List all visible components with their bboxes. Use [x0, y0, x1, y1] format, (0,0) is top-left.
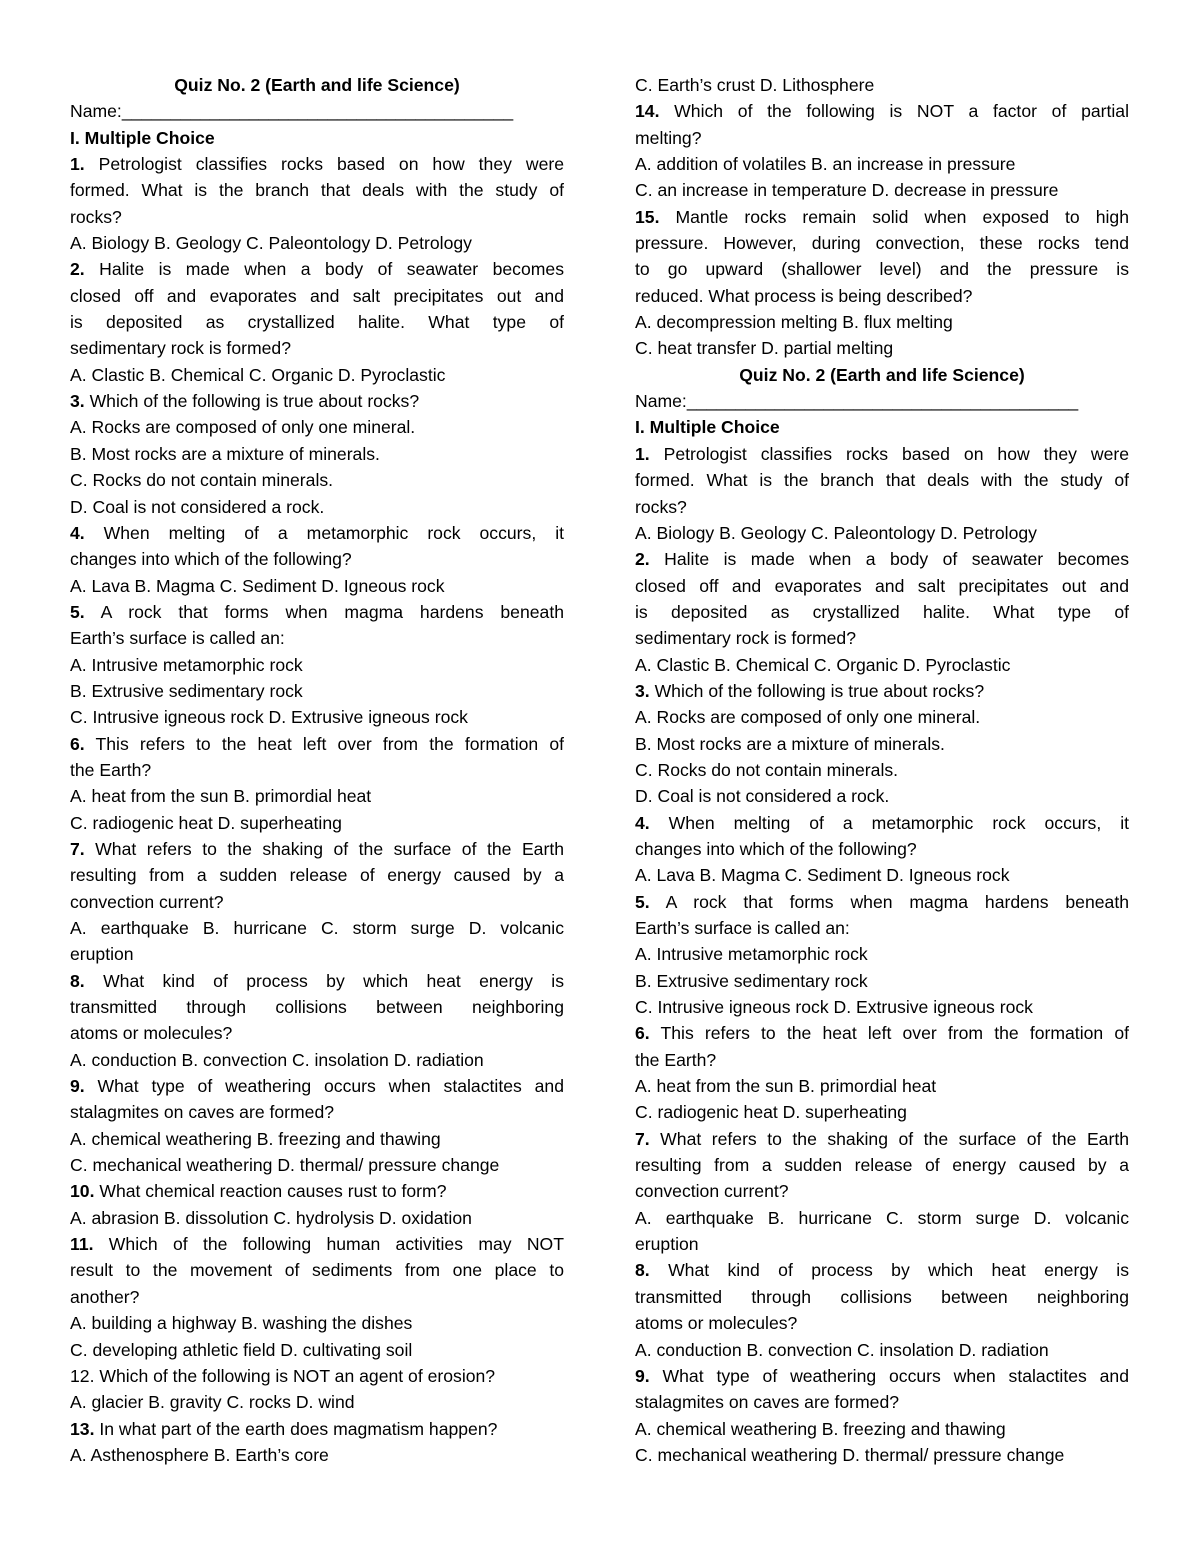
text-line — [635, 546, 1129, 572]
text-line — [635, 72, 1129, 98]
text-line — [70, 467, 564, 493]
question-number: 3. — [70, 391, 85, 412]
question-number: 4. — [70, 522, 85, 543]
question-number: 9. — [70, 1076, 85, 1097]
line-text: transmitted through collisions between neighboring — [635, 1286, 1129, 1307]
line-text: stalagmites on caves are formed? — [70, 1102, 335, 1123]
text-line — [70, 1047, 564, 1073]
text-line — [635, 177, 1129, 203]
line-text: A. Intrusive metamorphic rock — [70, 654, 303, 675]
line-text: convection current? — [70, 891, 224, 912]
line-text: Petrologist classifies rocks based on how they were — [84, 154, 564, 175]
line-text: result to the movement of sediments from one place to — [70, 1260, 564, 1281]
line-text: atoms or molecules? — [635, 1313, 798, 1334]
text-line — [70, 862, 564, 888]
text-line — [635, 283, 1129, 309]
text-line — [70, 520, 564, 546]
text-line — [635, 467, 1129, 493]
text-line — [635, 731, 1129, 757]
text-line — [635, 494, 1129, 520]
line-text: A. conduction B. convection C. insolation D. radiation — [70, 1049, 484, 1070]
line-text: formed. What is the branch that deals with the study of — [635, 470, 1129, 491]
line-text: A. Biology B. Geology C. Paleontology D. Petrology — [70, 233, 472, 254]
line-text: A. heat from the sun B. primordial heat — [70, 786, 372, 807]
line-text: A. chemical weathering B. freezing and thawing — [635, 1418, 1006, 1439]
line-text: I. Multiple Choice — [70, 127, 215, 148]
text-line — [635, 836, 1129, 862]
line-text: atoms or molecules? — [70, 1023, 233, 1044]
text-line — [635, 1099, 1129, 1125]
line-text: What kind of process by which heat energy is — [649, 1260, 1129, 1281]
line-text: Earth’s surface is called an: — [70, 628, 285, 649]
line-text: to go upward (shallower level) and the pressure is — [635, 259, 1129, 280]
text-line — [70, 256, 564, 282]
line-text: What refers to the shaking of the surface of the Earth — [649, 1128, 1129, 1149]
text-line — [635, 335, 1129, 361]
line-text: D. Coal is not considered a rock. — [70, 496, 325, 517]
line-text: What chemical reaction causes rust to form? — [94, 1181, 447, 1202]
text-line — [635, 941, 1129, 967]
question-number: 6. — [635, 1023, 650, 1044]
text-line — [635, 783, 1129, 809]
line-text: C. Intrusive igneous rock D. Extrusive igneous rock — [635, 997, 1033, 1018]
text-line — [70, 1416, 564, 1442]
question-number: 15. — [635, 206, 660, 227]
line-text: Name:________________________________________ — [70, 101, 514, 122]
text-line — [635, 98, 1129, 124]
line-text: This refers to the heat left over from the formation of — [84, 733, 564, 754]
text-line — [635, 1152, 1129, 1178]
line-text: Name:________________________________________ — [635, 391, 1079, 412]
line-text: melting? — [635, 127, 702, 148]
text-line — [70, 1126, 564, 1152]
text-line — [70, 573, 564, 599]
text-line — [70, 1284, 564, 1310]
text-line — [70, 941, 564, 967]
line-text: Earth’s surface is called an: — [635, 918, 850, 938]
line-text: Mantle rocks remain solid when exposed to high — [659, 206, 1129, 227]
line-text: rocks? — [635, 496, 687, 517]
text-line — [635, 1231, 1129, 1257]
question-number: 6. — [70, 733, 85, 754]
question-number: 11. — [70, 1234, 94, 1255]
line-text: Which of the following is true about rocks? — [84, 391, 420, 412]
line-text: formed. What is the branch that deals with the study of — [70, 180, 564, 201]
text-line — [70, 783, 564, 809]
question-number: 5. — [635, 891, 650, 912]
text-line — [635, 862, 1129, 888]
line-text: A. Rocks are composed of only one mineral. — [635, 707, 981, 728]
section-heading — [635, 414, 1129, 440]
line-text: A. Clastic B. Chemical C. Organic D. Pyroclastic — [635, 654, 1011, 675]
text-line — [635, 388, 1129, 414]
text-line — [70, 177, 564, 203]
left-column — [70, 72, 564, 1468]
line-text: 12. Which of the following is NOT an agent of erosion? — [70, 1365, 496, 1386]
text-line — [635, 1416, 1129, 1442]
text-line — [635, 1284, 1129, 1310]
text-line — [635, 573, 1129, 599]
line-text: When melting of a metamorphic rock occurs, it — [84, 522, 564, 543]
text-line — [70, 1363, 564, 1389]
line-text: C. heat transfer D. partial melting — [635, 338, 894, 359]
text-line — [635, 994, 1129, 1020]
quiz-title — [635, 362, 1129, 388]
question-number: 7. — [635, 1128, 650, 1149]
line-text: C. Earth’s crust D. Lithosphere — [635, 75, 875, 95]
line-text: Which of the following is true about rocks? — [649, 680, 985, 701]
line-text: I. Multiple Choice — [635, 417, 780, 438]
text-line — [635, 125, 1129, 151]
line-text: eruption — [635, 1234, 699, 1255]
line-text: A rock that forms when magma hardens beneath — [84, 601, 564, 622]
text-line — [635, 520, 1129, 546]
line-text: What type of weathering occurs when stalactites and — [84, 1076, 564, 1097]
line-text: Which of the following is NOT a factor of partial — [659, 101, 1129, 122]
line-text: A. earthquake B. hurricane C. storm surge D. volcanic — [635, 1207, 1129, 1228]
line-text: B. Most rocks are a mixture of minerals. — [70, 443, 380, 464]
line-text: resulting from a sudden release of energy caused by a — [635, 1155, 1129, 1176]
line-text: A. building a highway B. washing the dishes — [70, 1313, 413, 1334]
text-line — [70, 599, 564, 625]
question-number: 14. — [635, 101, 660, 122]
text-line — [635, 652, 1129, 678]
question-number: 1. — [635, 443, 650, 464]
text-line — [70, 414, 564, 440]
text-line — [70, 757, 564, 783]
question-number: 1. — [70, 154, 85, 175]
text-line — [70, 335, 564, 361]
line-text: A. Intrusive metamorphic rock — [635, 944, 868, 965]
text-line — [70, 1205, 564, 1231]
text-line — [70, 1020, 564, 1046]
text-line — [70, 1099, 564, 1125]
line-text: the Earth? — [70, 759, 152, 780]
text-line — [70, 678, 564, 704]
question-number: 7. — [70, 838, 85, 859]
text-line — [70, 494, 564, 520]
line-text: C. developing athletic field D. cultivating soil — [70, 1339, 413, 1360]
line-text: A. Asthenosphere B. Earth’s core — [70, 1444, 329, 1465]
line-text: A. addition of volatiles B. an increase in pressure — [635, 154, 1016, 175]
text-line — [635, 915, 1129, 941]
question-number: 2. — [70, 259, 85, 280]
line-text: rocks? — [70, 206, 122, 227]
text-line — [70, 625, 564, 651]
text-line — [635, 1178, 1129, 1204]
text-line — [635, 1126, 1129, 1152]
text-line — [70, 230, 564, 256]
text-line — [635, 1337, 1129, 1363]
line-text: reduced. What process is being described? — [635, 285, 973, 306]
text-line — [70, 1257, 564, 1283]
text-line — [635, 810, 1129, 836]
line-text: Halite is made when a body of seawater becomes — [649, 549, 1129, 570]
line-text: Petrologist classifies rocks based on how they were — [649, 443, 1129, 464]
line-text: B. Most rocks are a mixture of minerals. — [635, 733, 945, 754]
question-number: 9. — [635, 1365, 650, 1386]
line-text: C. mechanical weathering D. thermal/ pressure change — [70, 1155, 500, 1176]
text-line — [635, 757, 1129, 783]
text-line — [70, 309, 564, 335]
section-heading — [70, 125, 564, 151]
line-text: What type of weathering occurs when stalactites and — [649, 1365, 1129, 1386]
text-line — [70, 388, 564, 414]
question-number: 5. — [70, 601, 85, 622]
question-number: 8. — [635, 1260, 650, 1281]
line-text: sedimentary rock is formed? — [70, 338, 291, 359]
line-text: C. Rocks do not contain minerals. — [70, 470, 334, 491]
text-line — [70, 98, 564, 124]
text-line — [70, 704, 564, 730]
line-text: Quiz No. 2 (Earth and life Science) — [174, 75, 460, 95]
text-line — [70, 441, 564, 467]
line-text: A. conduction B. convection C. insolation D. radiation — [635, 1339, 1049, 1360]
line-text: C. an increase in temperature D. decrease in pressure — [635, 180, 1059, 201]
text-line — [70, 810, 564, 836]
text-line — [635, 704, 1129, 730]
text-line — [70, 1178, 564, 1204]
line-text: A. Lava B. Magma C. Sediment D. Igneous rock — [635, 865, 1010, 886]
text-line — [70, 362, 564, 388]
text-line — [70, 994, 564, 1020]
line-text: Which of the following human activities may NOT — [93, 1234, 564, 1255]
line-text: is deposited as crystallized halite. What type of — [635, 601, 1129, 622]
text-line — [70, 1337, 564, 1363]
line-text: another? — [70, 1286, 140, 1307]
text-line — [635, 309, 1129, 335]
text-line — [70, 915, 564, 941]
line-text: Quiz No. 2 (Earth and life Science) — [739, 364, 1025, 385]
text-line — [70, 283, 564, 309]
right-column — [635, 72, 1129, 1468]
text-line — [70, 151, 564, 177]
line-text: A rock that forms when magma hardens beneath — [649, 891, 1129, 912]
line-text: stalagmites on caves are formed? — [635, 1392, 900, 1413]
line-text: C. radiogenic heat D. superheating — [70, 812, 342, 833]
line-text: sedimentary rock is formed? — [635, 628, 856, 649]
text-line — [635, 204, 1129, 230]
line-text: A. heat from the sun B. primordial heat — [635, 1076, 937, 1097]
line-text: is deposited as crystallized halite. What type of — [70, 312, 564, 333]
text-line — [635, 1020, 1129, 1046]
text-line — [70, 836, 564, 862]
text-line — [70, 652, 564, 678]
line-text: B. Extrusive sedimentary rock — [635, 970, 868, 991]
line-text: C. Rocks do not contain minerals. — [635, 759, 899, 780]
line-text: changes into which of the following? — [70, 549, 352, 570]
line-text: changes into which of the following? — [635, 838, 917, 859]
text-line — [70, 968, 564, 994]
line-text: A. Rocks are composed of only one mineral. — [70, 417, 416, 438]
text-line — [635, 230, 1129, 256]
line-text: C. mechanical weathering D. thermal/ pressure change — [635, 1444, 1065, 1465]
line-text: Halite is made when a body of seawater becomes — [84, 259, 564, 280]
text-line — [70, 1231, 564, 1257]
text-line — [635, 151, 1129, 177]
line-text: transmitted through collisions between neighboring — [70, 997, 564, 1018]
question-number: 13. — [70, 1418, 95, 1439]
text-line — [70, 731, 564, 757]
line-text: eruption — [70, 944, 134, 965]
line-text: D. Coal is not considered a rock. — [635, 786, 890, 807]
line-text: A. Biology B. Geology C. Paleontology D. Petrology — [635, 522, 1037, 543]
line-text: A. decompression melting B. flux melting — [635, 312, 953, 333]
text-line — [70, 204, 564, 230]
line-text: This refers to the heat left over from the formation of — [649, 1023, 1129, 1044]
quiz-title — [70, 72, 564, 98]
question-number: 3. — [635, 680, 650, 701]
line-text: A. earthquake B. hurricane C. storm surge D. volcanic — [70, 918, 564, 938]
question-number: 8. — [70, 970, 85, 991]
line-text: A. glacier B. gravity C. rocks D. wind — [70, 1392, 355, 1413]
text-line — [70, 889, 564, 915]
line-text: the Earth? — [635, 1049, 717, 1070]
text-line — [70, 1152, 564, 1178]
text-line — [635, 1442, 1129, 1468]
question-number: 4. — [635, 812, 650, 833]
line-text: In what part of the earth does magmatism happen? — [94, 1418, 498, 1439]
text-line — [70, 1073, 564, 1099]
text-line — [635, 968, 1129, 994]
text-line — [635, 625, 1129, 651]
line-text: closed off and evaporates and salt precipitates out and — [635, 575, 1129, 596]
text-line — [70, 1389, 564, 1415]
line-text: When melting of a metamorphic rock occurs, it — [649, 812, 1129, 833]
line-text: convection current? — [635, 1181, 789, 1202]
text-line — [635, 1363, 1129, 1389]
line-text: What refers to the shaking of the surface of the Earth — [84, 838, 564, 859]
line-text: A. abrasion B. dissolution C. hydrolysis D. oxidation — [70, 1207, 472, 1228]
text-line — [635, 1073, 1129, 1099]
line-text: pressure. However, during convection, these rocks tend — [635, 233, 1129, 254]
text-line — [70, 1310, 564, 1336]
question-number: 10. — [70, 1181, 95, 1202]
line-text: closed off and evaporates and salt precipitates out and — [70, 285, 564, 306]
text-line — [70, 1442, 564, 1468]
text-line — [635, 678, 1129, 704]
text-line — [635, 256, 1129, 282]
line-text: C. Intrusive igneous rock D. Extrusive igneous rock — [70, 707, 468, 728]
line-text: A. chemical weathering B. freezing and thawing — [70, 1128, 441, 1149]
text-line — [635, 599, 1129, 625]
question-number: 2. — [635, 549, 650, 570]
text-line — [635, 1310, 1129, 1336]
text-line — [635, 441, 1129, 467]
line-text: What kind of process by which heat energy is — [84, 970, 564, 991]
text-line — [635, 1047, 1129, 1073]
text-line — [635, 1257, 1129, 1283]
line-text: B. Extrusive sedimentary rock — [70, 680, 303, 701]
text-line — [70, 546, 564, 572]
text-line — [635, 1389, 1129, 1415]
text-line — [635, 889, 1129, 915]
line-text: A. Lava B. Magma C. Sediment D. Igneous rock — [70, 575, 445, 596]
line-text: A. Clastic B. Chemical C. Organic D. Pyroclastic — [70, 364, 446, 385]
line-text: resulting from a sudden release of energy caused by a — [70, 865, 564, 886]
text-line — [635, 1205, 1129, 1231]
line-text: C. radiogenic heat D. superheating — [635, 1102, 907, 1123]
